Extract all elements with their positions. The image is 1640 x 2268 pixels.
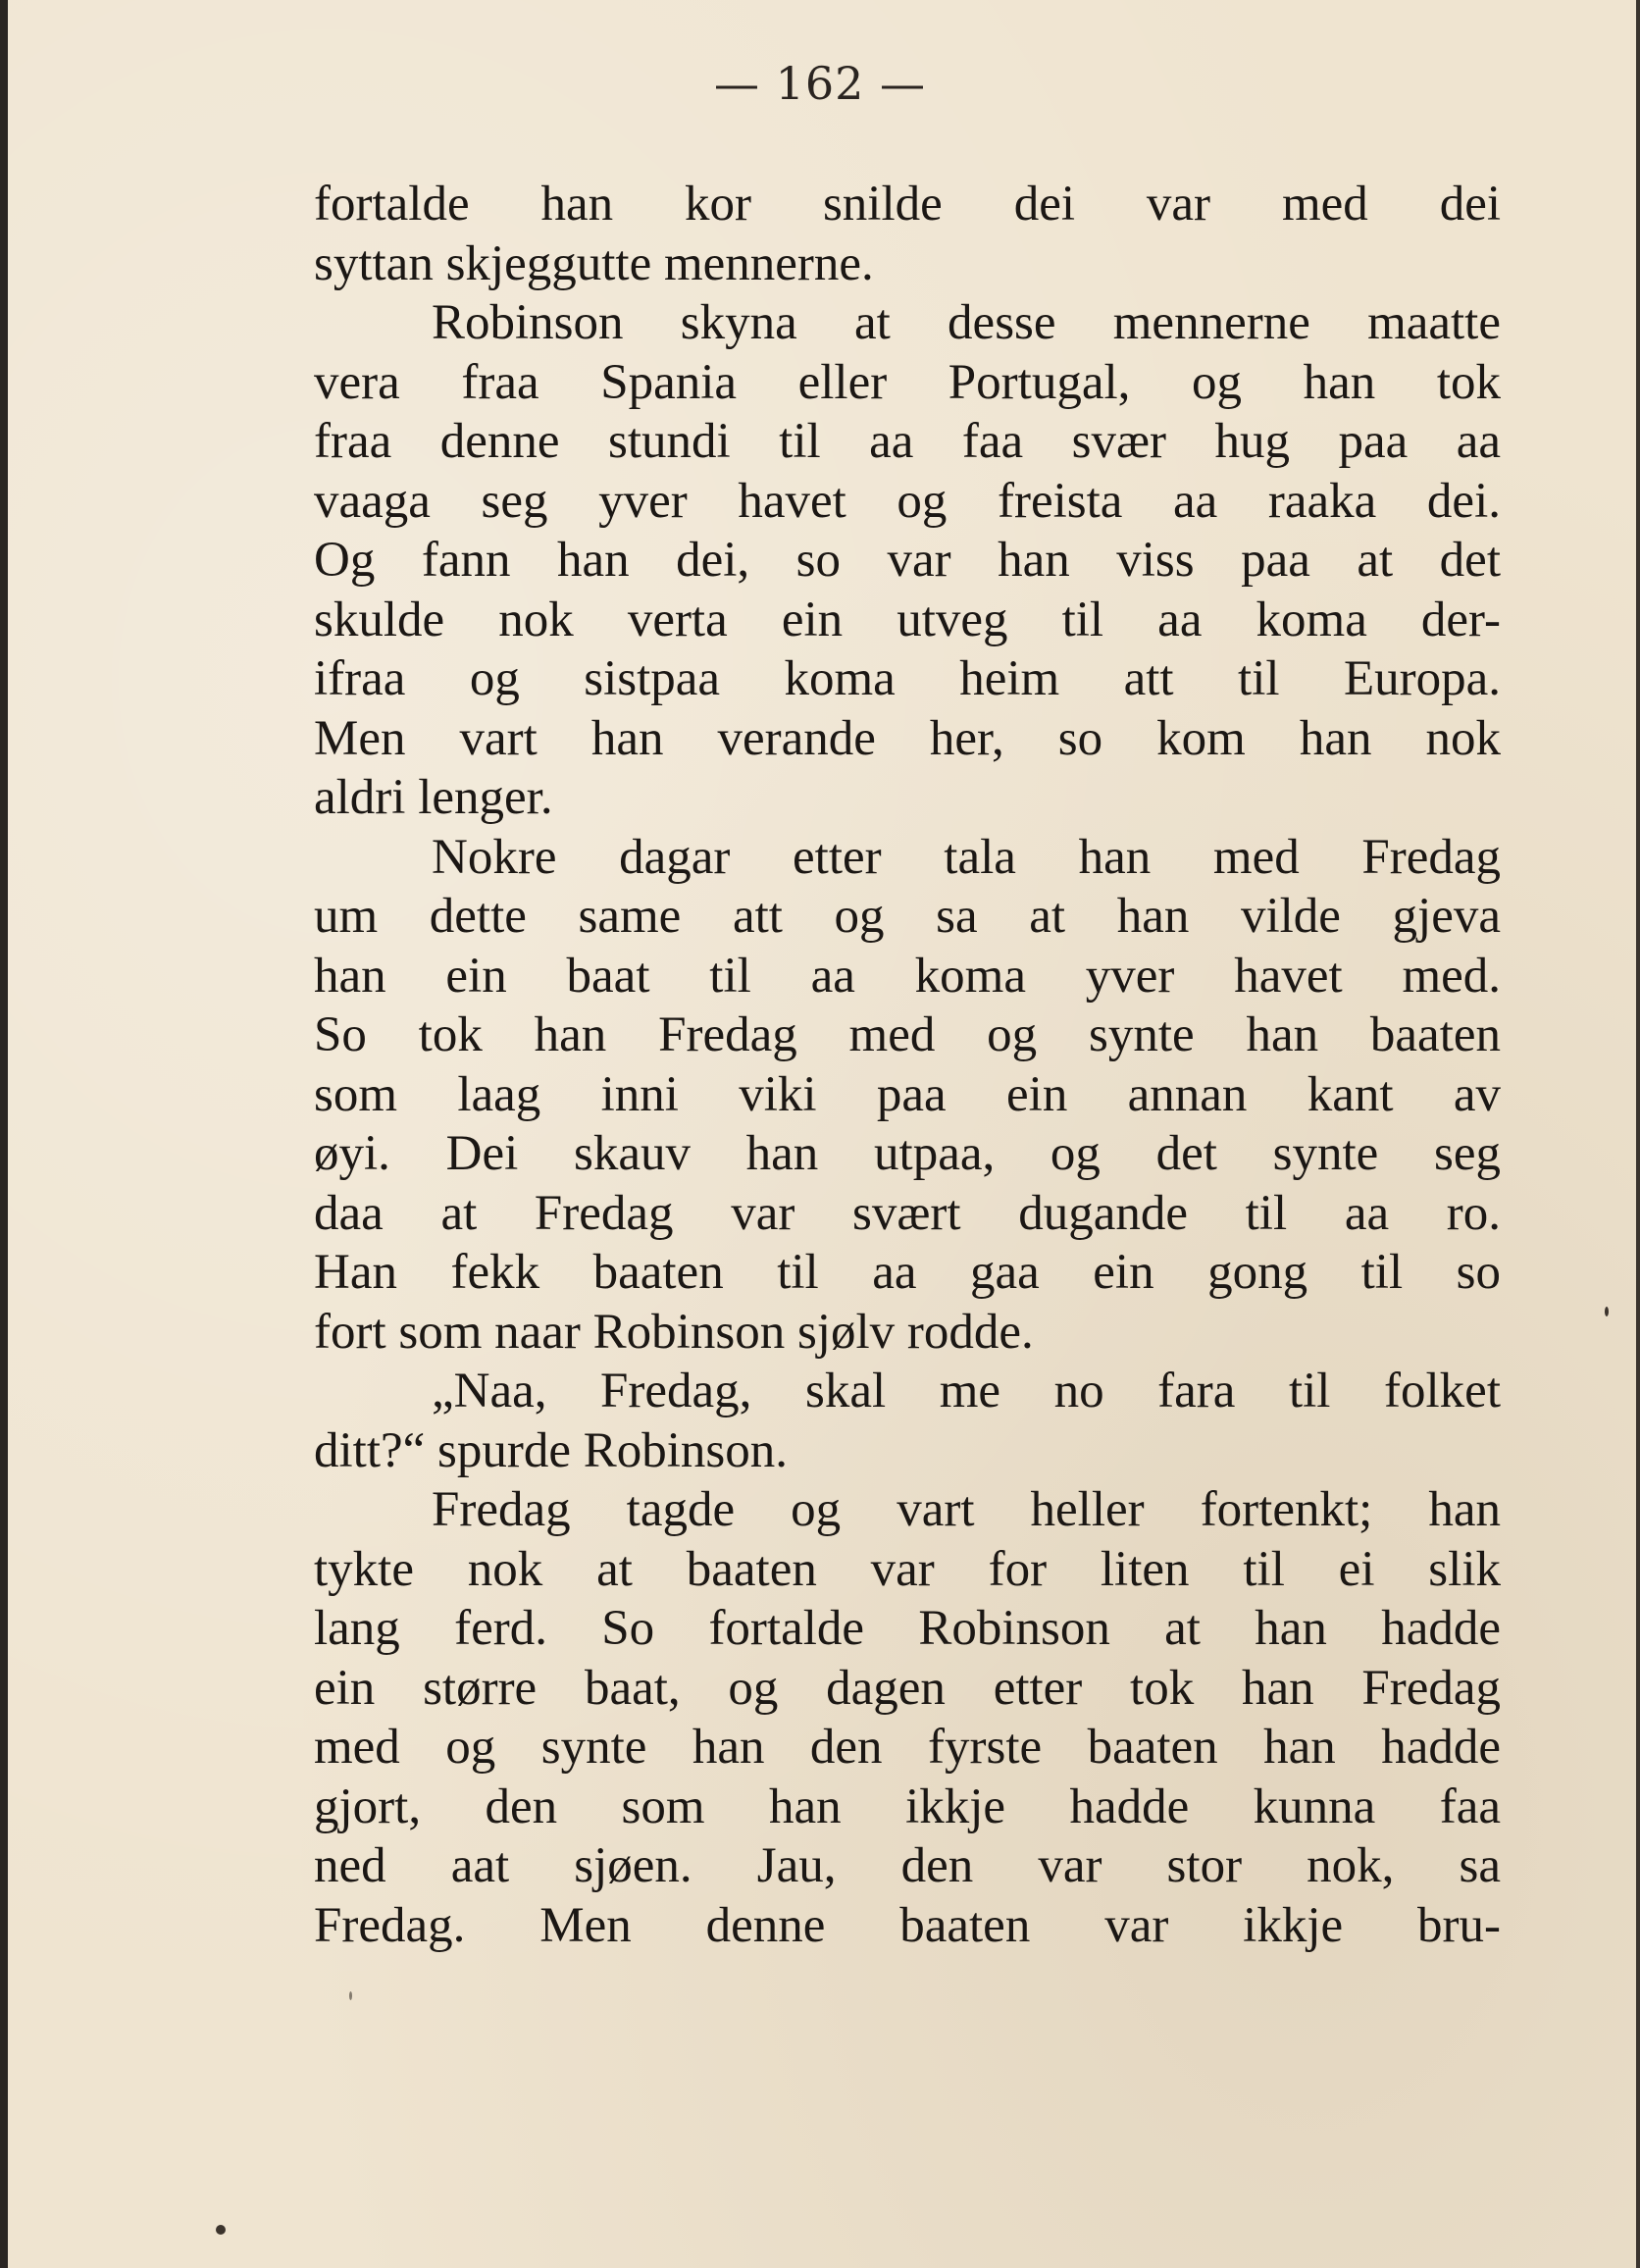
text-line: ditt?“ spurde Robinson. [314,1422,789,1478]
text-line: Robinson skyna at desse mennerne maatte [432,295,1501,350]
print-speck [216,2225,226,2235]
text-line: vera fraa Spania eller Portugal, og han tok [314,354,1501,410]
text-line: øyi. Dei skauv han utpaa, og det synte seg [314,1126,1501,1181]
text-line: Fredag. Men denne baaten var ikkje bru- [314,1897,1501,1953]
text-line: med og synte han den fyrste baaten han hadde [314,1720,1501,1775]
text-line: Nokre dagar etter tala han med Fredag [432,829,1501,885]
body-text [314,175,1501,1955]
page-number: — 162 — [713,57,927,110]
text-line: tykte nok at baaten var for liten til ei slik [314,1541,1501,1597]
text-line: um dette same att og sa at han vilde gjeva [314,889,1501,944]
page-right-edge [1636,0,1640,2268]
text-line: fraa denne stundi til aa faa svær hug paa aa [314,414,1501,469]
page-binding-edge [0,0,8,2268]
text-line: Han fekk baaten til aa gaa ein gong til so [314,1245,1501,1300]
text-line: gjort, den som han ikkje hadde kunna faa [314,1778,1501,1834]
text-line: skulde nok verta ein utveg til aa koma der- [314,592,1501,647]
text-line: lang ferd. So fortalde Robinson at han hadde [314,1601,1501,1656]
text-line: So tok han Fredag med og synte han baaten [314,1007,1501,1062]
text-line: Og fann han dei, so var han viss paa at det [314,533,1501,588]
text-line: Fredag tagde og vart heller fortenkt; han [432,1482,1501,1537]
text-line: daa at Fredag var svært dugande til aa ro. [314,1185,1501,1241]
text-line: han ein baat til aa koma yver havet med. [314,948,1501,1004]
print-speck [349,1991,352,2000]
print-speck [1605,1307,1609,1316]
text-line: som laag inni viki paa ein annan kant av [314,1066,1501,1122]
text-line: fort som naar Robinson sjølv rodde. [314,1304,1034,1360]
text-line: ein større baat, og dagen etter tok han Fredag [314,1660,1501,1716]
text-line: vaaga seg yver havet og freista aa raaka dei. [314,473,1501,529]
text-line: syttan skjeggutte mennerne. [314,235,874,291]
text-line: Men vart han verande her, so kom han nok [314,710,1501,766]
text-line: ned aat sjøen. Jau, den var stor nok, sa [314,1838,1501,1893]
text-line: aldri lenger. [314,770,553,825]
text-line: ifraa og sistpaa koma heim att til Europa. [314,651,1501,706]
text-line: „Naa, Fredag, skal me no fara til folket [432,1364,1501,1418]
text-line: fortalde han kor snilde dei var med dei [314,177,1501,232]
